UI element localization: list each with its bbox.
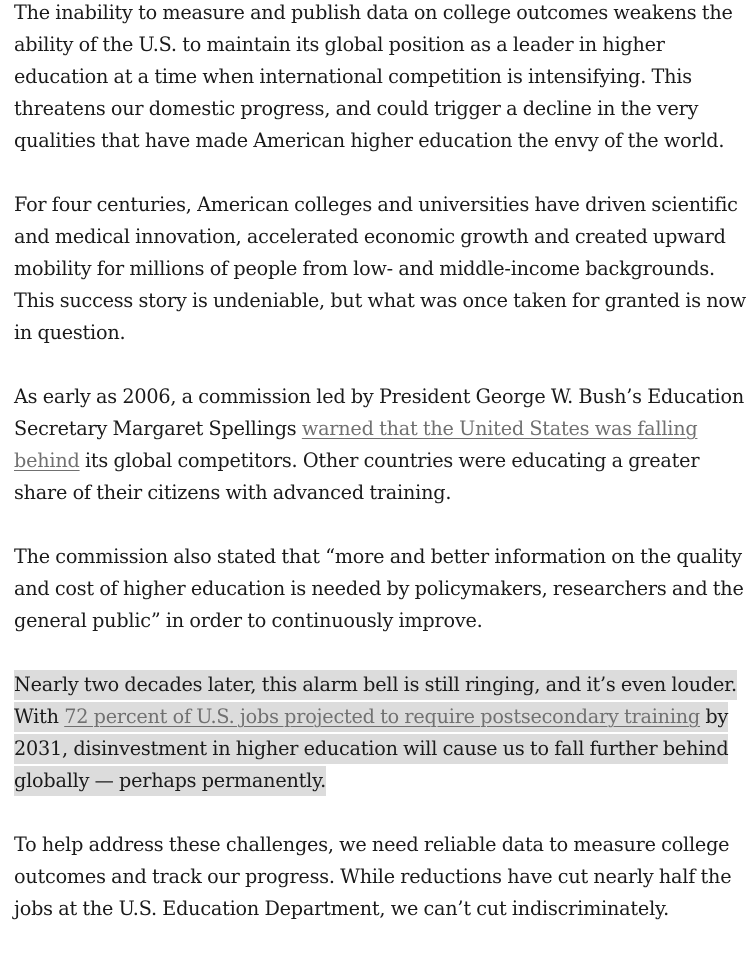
paragraph-reliable-data: To help address these challenges, we need reliable data to measure college outcomes and track our progress. While reductions have cut nearly half the jobs at the U.S. Education Department, we can’t cut indiscriminately. [14,833,732,920]
paragraph-text: Nearly two decades later, this alarm bell is still ringing, and it’s even louder. With [14,673,737,728]
paragraph-text: its global competitors. Other countries were educating a greater share of their citizens with advanced training. [14,449,700,504]
paragraph-text: As early as 2006, a commission led by President George W. Bush’s Education Secretary Margaret Spellings [14,385,744,440]
paragraph-commission-quote: The commission also stated that “more and better information on the quality and cost of higher education is needed by policymakers, researchers and the general public” in order to continuously improve. [14,545,744,632]
link-72-percent-jobs[interactable]: 72 percent of U.S. jobs projected to require postsecondary training [64,705,701,728]
paragraph-intro: The inability to measure and publish data on college outcomes weakens the ability of the U.S. to maintain its global position as a leader in higher education at a time when international competition is intensifying. This threatens our domestic progress, and could trigger a decline in the very qualities that have made American higher education the envy of the world. [14,1,733,152]
paragraph-text: by 2031, disinvestment in higher education will cause us to fall further behind globally — perhaps permanently. [14,705,729,792]
paragraph-alarm-bell[interactable] [14,669,746,797]
paragraph-four-centuries: For four centuries, American colleges and universities have driven scientific and medical innovation, accelerated economic growth and created upward mobility for millions of people from low- and middle-income backgrounds. This success story is undeniable, but what was once taken for granted is now in question. [14,193,746,344]
article-body [14,0,746,957]
highlighted-selection[interactable] [14,670,737,796]
link-falling-behind[interactable]: warned that the United States was falling behind [14,417,698,472]
paragraph-commission [14,381,746,509]
